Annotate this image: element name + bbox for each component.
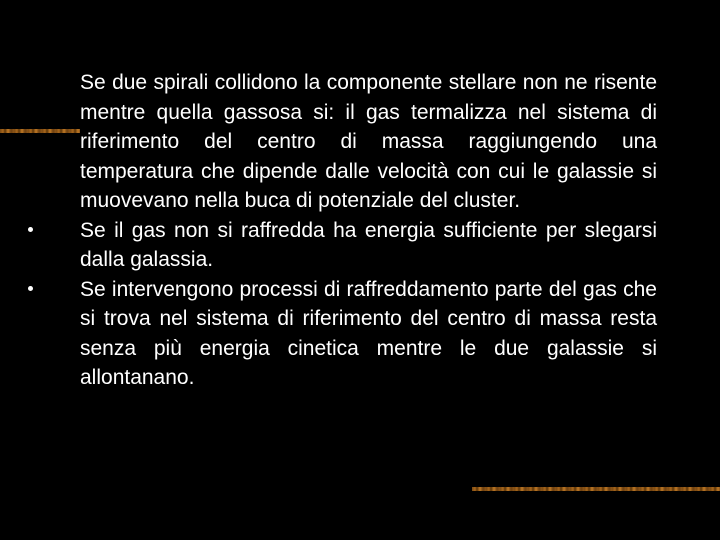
slide-body xyxy=(80,68,657,393)
bullet-dot-icon xyxy=(28,227,33,232)
bullet-item xyxy=(80,216,657,275)
bullet-item xyxy=(80,275,657,393)
paragraph-text: Se due spirali collidono la componente stellare non ne risente mentre quella gassosa si: il gas termalizza nel sistema di riferimento del centro di massa raggiungendo una temperatura che dipende dalle velocità con cui le galassie si muovevano nella buca di potenziale del cluster. xyxy=(80,71,657,212)
decorative-bar-bottom xyxy=(472,487,720,491)
bullet-dot-icon xyxy=(28,286,33,291)
decorative-bar-left xyxy=(0,129,80,133)
paragraph-intro xyxy=(80,68,657,216)
bullet-text: Se il gas non si raffredda ha energia sufficiente per slegarsi dalla galassia. xyxy=(80,218,657,271)
bullet-text: Se intervengono processi di raffreddamento parte del gas che si trova nel sistema di riferimento del centro di massa resta senza più energia cinetica mentre le due galassie si allontanano. xyxy=(80,277,657,389)
